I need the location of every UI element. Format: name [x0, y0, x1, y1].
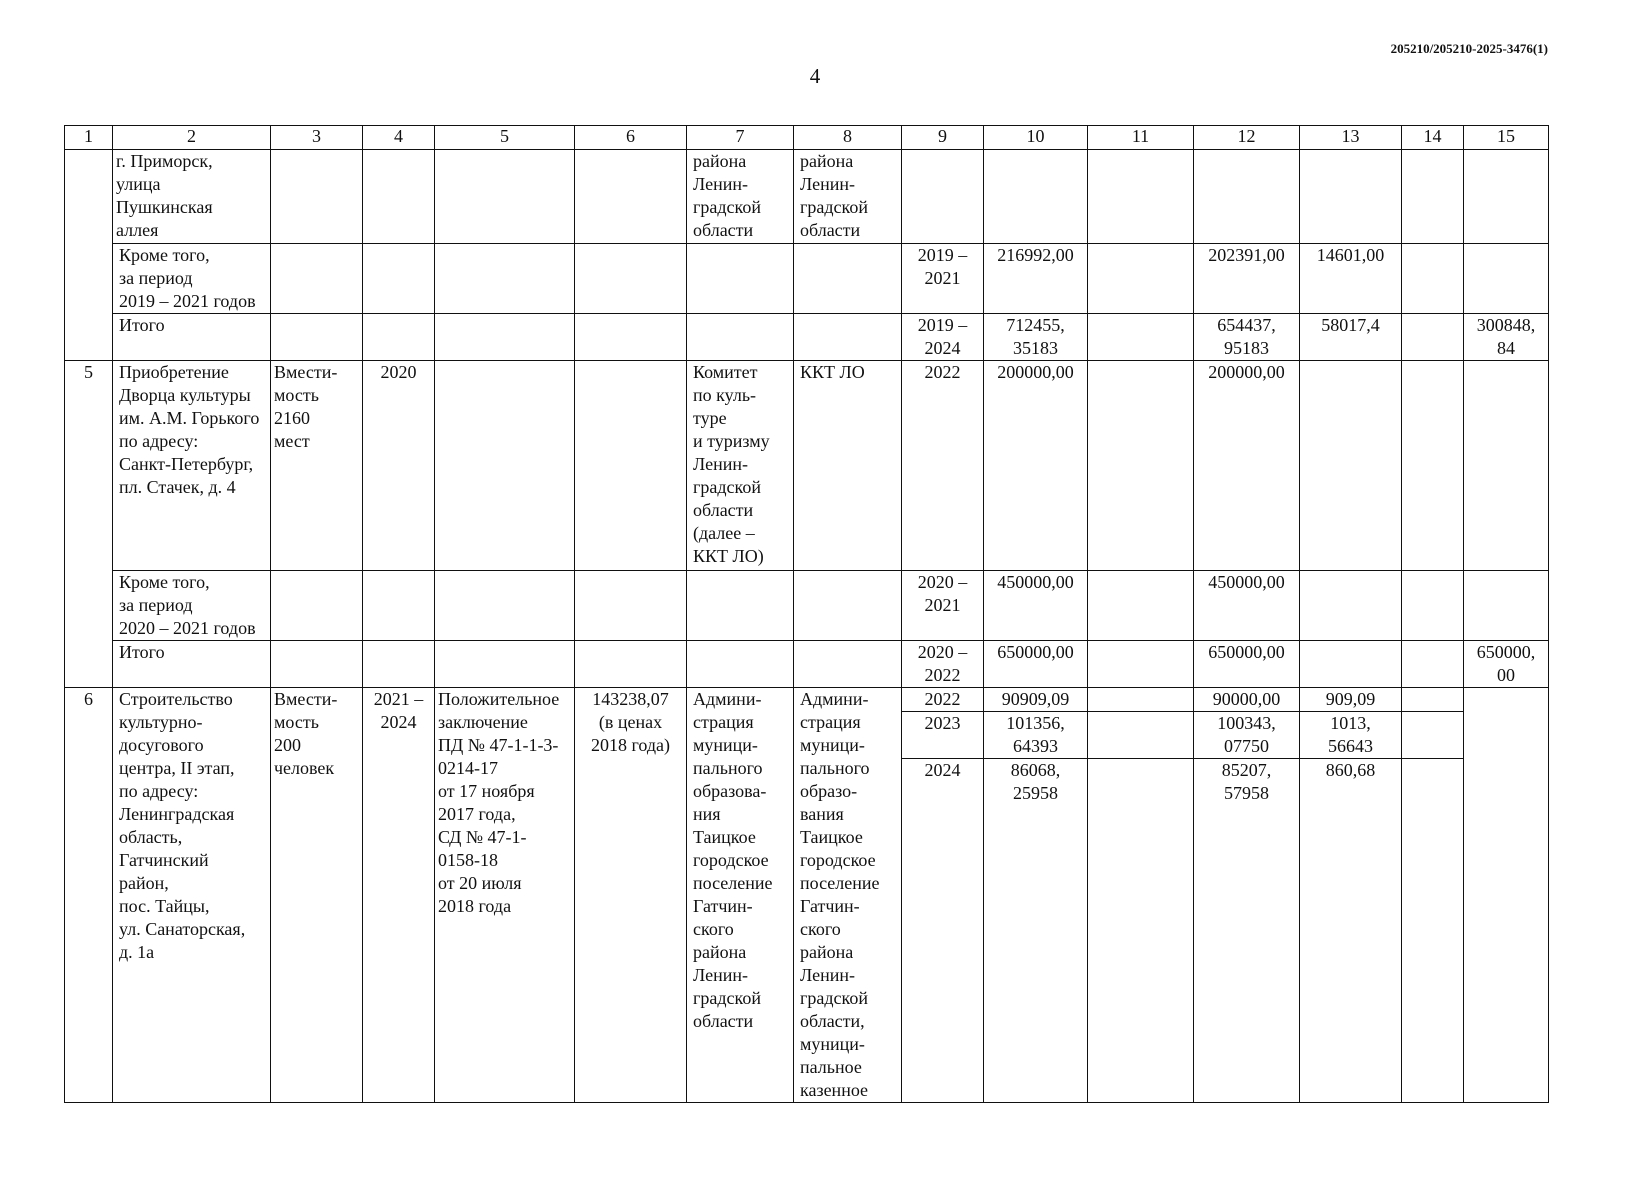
empty-cell: [575, 244, 687, 314]
empty-cell: [687, 571, 794, 641]
cost-cell: 143238,07 (в ценах 2018 года): [575, 688, 687, 1103]
empty-cell: [435, 361, 575, 571]
document-id: 205210/205210-2025-3476(1): [1390, 41, 1548, 56]
empty-cell: [435, 571, 575, 641]
empty-cell: [1464, 688, 1549, 1103]
amount-regional-cell: 202391,00: [1194, 244, 1300, 314]
amount-regional-cell: 654437, 95183: [1194, 314, 1300, 361]
expertise-cell: Положительное заключение ПД № 47-1-1-3- 0214-17 от 17 ноября 2017 года, СД № 47-1- 0158-18 от 20 июля 2018 года: [435, 688, 575, 1103]
table-row: [65, 361, 1549, 571]
amount-total-cell: 90909,09: [984, 688, 1088, 712]
amount-local-cell: 860,68: [1300, 759, 1402, 1103]
empty-cell: [1194, 150, 1300, 244]
empty-cell: [1300, 361, 1402, 571]
col-header: 7: [687, 126, 794, 150]
col-header: 5: [435, 126, 575, 150]
years-cell: 2020 – 2022: [902, 641, 984, 688]
empty-cell: [1088, 150, 1194, 244]
empty-cell: [1088, 641, 1194, 688]
empty-cell: [363, 571, 435, 641]
empty-cell: [1402, 641, 1464, 688]
amount-total-cell: 450000,00: [984, 571, 1088, 641]
empty-cell: [1402, 361, 1464, 571]
col-header: 10: [984, 126, 1088, 150]
empty-cell: [1088, 571, 1194, 641]
empty-cell: [1402, 712, 1464, 759]
total-label: Итого: [113, 314, 271, 361]
page-number: 4: [809, 64, 821, 88]
empty-cell: [1300, 571, 1402, 641]
empty-cell: [1088, 712, 1194, 759]
table-row: [65, 571, 1549, 641]
amount-regional-cell: 200000,00: [1194, 361, 1300, 571]
object-name-cell: Приобретение Дворца культуры им. А.М. Горького по адресу: Санкт-Петербург, пл. Стачек, д. 4: [113, 361, 271, 571]
col-header: 1: [65, 126, 113, 150]
amount-total-cell: 216992,00: [984, 244, 1088, 314]
empty-cell: [1088, 244, 1194, 314]
customer-cell: Комитет по куль- туре и туризму Ленин- градской области (далее – ККТ ЛО): [687, 361, 794, 571]
empty-cell: [1300, 150, 1402, 244]
empty-cell: [435, 314, 575, 361]
executor-cell: Админи- страция муници- пального образо- вания Таицкое городское поселение Гатчин- ского района Ленин- градской области, муници- пальное казенное: [794, 688, 902, 1103]
header-row: [65, 126, 1549, 150]
amount-local-cell: 909,09: [1300, 688, 1402, 712]
customer-cell: Админи- страция муници- пального образова- ния Таицкое городское поселение Гатчин- ского района Ленин- градской области: [687, 688, 794, 1103]
years-cell: 2022: [902, 688, 984, 712]
customer-cell: района Ленин- градской области: [687, 150, 794, 244]
empty-cell: [1088, 314, 1194, 361]
row-number-cell: [65, 150, 113, 361]
years-cell: 2020 – 2021: [902, 571, 984, 641]
years-cell: 2019 – 2021: [902, 244, 984, 314]
amount-total-cell: 200000,00: [984, 361, 1088, 571]
empty-cell: [435, 150, 575, 244]
amount-c15-cell: 300848, 84: [1464, 314, 1549, 361]
amount-local-cell: 14601,00: [1300, 244, 1402, 314]
row-number-cell: 6: [65, 688, 113, 1103]
empty-cell: [575, 361, 687, 571]
col-header: 2: [113, 126, 271, 150]
empty-cell: [363, 150, 435, 244]
amount-total-cell: 712455, 35183: [984, 314, 1088, 361]
capacity-cell: Вмести- мость 2160 мест: [271, 361, 363, 571]
object-name-cell: г. Приморск, улица Пушкинская аллея: [113, 150, 271, 244]
empty-cell: [1464, 150, 1549, 244]
table-row: [65, 314, 1549, 361]
col-header: 8: [794, 126, 902, 150]
year-cell: 2021 – 2024: [363, 688, 435, 1103]
years-cell: 2024: [902, 759, 984, 1103]
amount-regional-cell: 100343, 07750: [1194, 712, 1300, 759]
extra-period-label: Кроме того, за период 2020 – 2021 годов: [113, 571, 271, 641]
table-row: [65, 688, 1549, 712]
amount-total-cell: 101356, 64393: [984, 712, 1088, 759]
col-header: 3: [271, 126, 363, 150]
empty-cell: [575, 314, 687, 361]
amount-c15-cell: 650000, 00: [1464, 641, 1549, 688]
empty-cell: [271, 641, 363, 688]
empty-cell: [687, 314, 794, 361]
object-name-cell: Строительство культурно- досугового центра, II этап, по адресу: Ленинградская область, Гатчинский район, пос. Тайцы, ул. Санаторская, д. 1а: [113, 688, 271, 1103]
amount-regional-cell: 650000,00: [1194, 641, 1300, 688]
empty-cell: [435, 244, 575, 314]
table-row: [65, 244, 1549, 314]
col-header: 13: [1300, 126, 1402, 150]
empty-cell: [1464, 571, 1549, 641]
amount-regional-cell: 90000,00: [1194, 688, 1300, 712]
empty-cell: [687, 641, 794, 688]
col-header: 11: [1088, 126, 1194, 150]
amount-regional-cell: 85207, 57958: [1194, 759, 1300, 1103]
col-header: 4: [363, 126, 435, 150]
years-cell: 2019 – 2024: [902, 314, 984, 361]
table-row: [65, 150, 1549, 244]
empty-cell: [794, 244, 902, 314]
empty-cell: [271, 244, 363, 314]
empty-cell: [1464, 244, 1549, 314]
empty-cell: [1402, 314, 1464, 361]
total-label: Итого: [113, 641, 271, 688]
amount-local-cell: 58017,4: [1300, 314, 1402, 361]
col-header: 15: [1464, 126, 1549, 150]
empty-cell: [1402, 759, 1464, 1103]
empty-cell: [1402, 688, 1464, 712]
empty-cell: [363, 641, 435, 688]
empty-cell: [363, 244, 435, 314]
empty-cell: [1300, 641, 1402, 688]
empty-cell: [575, 571, 687, 641]
data-table: [64, 125, 1549, 1103]
executor-cell: ККТ ЛО: [794, 361, 902, 571]
empty-cell: [1402, 150, 1464, 244]
empty-cell: [435, 641, 575, 688]
col-header: 9: [902, 126, 984, 150]
empty-cell: [1402, 571, 1464, 641]
empty-cell: [1088, 759, 1194, 1103]
empty-cell: [271, 150, 363, 244]
extra-period-label: Кроме того, за период 2019 – 2021 годов: [113, 244, 271, 314]
capacity-cell: Вмести- мость 200 человек: [271, 688, 363, 1103]
empty-cell: [902, 150, 984, 244]
amount-total-cell: 86068, 25958: [984, 759, 1088, 1103]
years-cell: 2022: [902, 361, 984, 571]
years-cell: 2023: [902, 712, 984, 759]
empty-cell: [575, 150, 687, 244]
amount-regional-cell: 450000,00: [1194, 571, 1300, 641]
table-row: [65, 641, 1549, 688]
col-header: 14: [1402, 126, 1464, 150]
empty-cell: [363, 314, 435, 361]
empty-cell: [271, 571, 363, 641]
empty-cell: [1464, 361, 1549, 571]
empty-cell: [984, 150, 1088, 244]
empty-cell: [794, 571, 902, 641]
empty-cell: [575, 641, 687, 688]
executor-cell: района Ленин- градской области: [794, 150, 902, 244]
empty-cell: [271, 314, 363, 361]
amount-total-cell: 650000,00: [984, 641, 1088, 688]
col-header: 6: [575, 126, 687, 150]
amount-local-cell: 1013, 56643: [1300, 712, 1402, 759]
empty-cell: [687, 244, 794, 314]
year-cell: 2020: [363, 361, 435, 571]
row-number-cell: 5: [65, 361, 113, 688]
col-header: 12: [1194, 126, 1300, 150]
empty-cell: [1088, 361, 1194, 571]
empty-cell: [794, 314, 902, 361]
empty-cell: [794, 641, 902, 688]
empty-cell: [1402, 244, 1464, 314]
empty-cell: [1088, 688, 1194, 712]
